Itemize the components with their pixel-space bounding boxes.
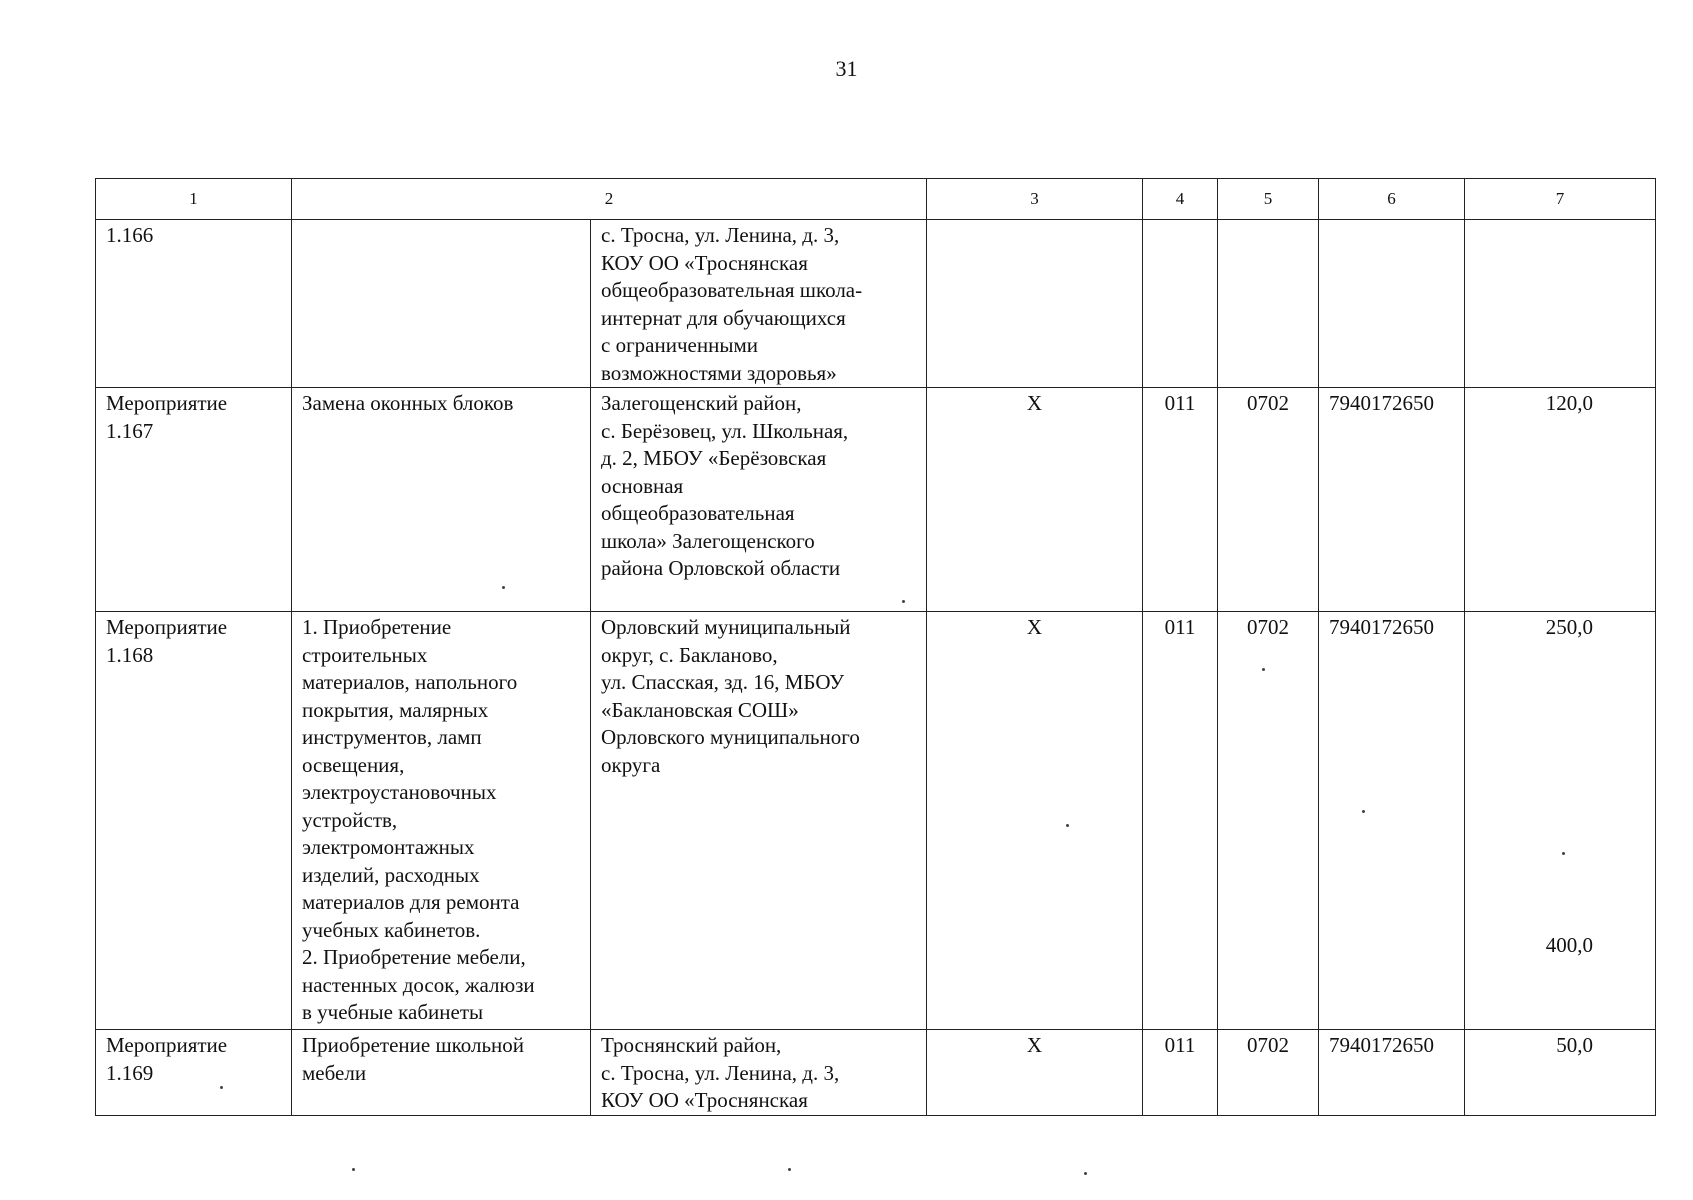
col6-cell (1319, 220, 1465, 388)
col6-cell: 7940172650 (1319, 612, 1465, 1030)
col5-cell: 0702 (1218, 388, 1319, 612)
header-cell-7: 7 (1465, 179, 1656, 220)
col7-cell (1465, 220, 1656, 388)
address-cell: Залегощенский район, с. Берёзовец, ул. Школьная, д. 2, МБОУ «Берёзовская основная общеобразовательная школа» Залегощенского района Орловской области (591, 388, 927, 612)
scan-speck (1562, 852, 1565, 855)
address-cell: Троснянский район, с. Тросна, ул. Ленина, д. 3, КОУ ОО «Троснянская (591, 1030, 927, 1116)
row-id-cell: Мероприятие 1.167 (96, 388, 292, 612)
scan-speck (788, 1168, 791, 1171)
row-id-cell: Мероприятие 1.169 (96, 1030, 292, 1116)
row-id-cell: 1.166 (96, 220, 292, 388)
header-cell-6: 6 (1319, 179, 1465, 220)
scan-speck (1084, 1172, 1087, 1175)
table-row (96, 612, 1656, 1030)
col3-cell: X (927, 612, 1143, 1030)
header-cell-1: 1 (96, 179, 292, 220)
scan-speck (1066, 824, 1069, 827)
scan-speck (220, 1086, 223, 1089)
col4-cell: 011 (1143, 388, 1218, 612)
col7-cell: 120,0 (1465, 388, 1656, 612)
col7-cell (1465, 612, 1656, 1030)
measure-description-cell: Замена оконных блоков (292, 388, 591, 612)
col5-cell: 0702 (1218, 1030, 1319, 1116)
col6-cell: 7940172650 (1319, 388, 1465, 612)
col7-cell: 50,0 (1465, 1030, 1656, 1116)
scan-speck (502, 586, 505, 589)
col3-cell: X (927, 1030, 1143, 1116)
scan-speck (1262, 668, 1265, 671)
measure-description-cell (292, 220, 591, 388)
col6-cell: 7940172650 (1319, 1030, 1465, 1116)
header-cell-3: 3 (927, 179, 1143, 220)
col3-cell: X (927, 388, 1143, 612)
amount-2: 400,0 (1545, 932, 1593, 957)
col3-cell (927, 220, 1143, 388)
header-cell-2: 2 (292, 179, 927, 220)
table-row (96, 388, 1656, 612)
scan-speck (352, 1168, 355, 1171)
table-row (96, 220, 1656, 388)
amount-1: 250,0 (1545, 615, 1593, 639)
scan-speck (902, 600, 905, 603)
measure-description-cell: Приобретение школьной мебели (292, 1030, 591, 1116)
table-header-row (96, 179, 1656, 220)
header-cell-4: 4 (1143, 179, 1218, 220)
budget-table-container (95, 178, 1655, 1116)
row-id-cell: Мероприятие 1.168 (96, 612, 292, 1030)
table-row (96, 1030, 1656, 1116)
header-cell-5: 5 (1218, 179, 1319, 220)
col5-cell: 0702 (1218, 612, 1319, 1030)
measure-description-cell: 1. Приобретение строительных материалов, напольного покрытия, малярных инструментов, ламп освещения, электроустановочных устройств, электромонтажных изделий, расходных материалов для ремонта учебных кабинетов. 2. Приобретение мебели, настенных досок, жалюзи в учебные кабинеты (292, 612, 591, 1030)
scan-speck (1362, 810, 1365, 813)
col4-cell: 011 (1143, 612, 1218, 1030)
col5-cell (1218, 220, 1319, 388)
address-cell: с. Тросна, ул. Ленина, д. 3, КОУ ОО «Троснянская общеобразовательная школа- интернат для обучающихся с ограниченными возможностями здоровья» (591, 220, 927, 388)
address-cell: Орловский муниципальный округ, с. Бакланово, ул. Спасская, зд. 16, МБОУ «Баклановская СОШ» Орловского муниципального округа (591, 612, 927, 1030)
col4-cell (1143, 220, 1218, 388)
col4-cell: 011 (1143, 1030, 1218, 1116)
page-number: 31 (835, 56, 858, 81)
budget-table (95, 178, 1656, 1116)
